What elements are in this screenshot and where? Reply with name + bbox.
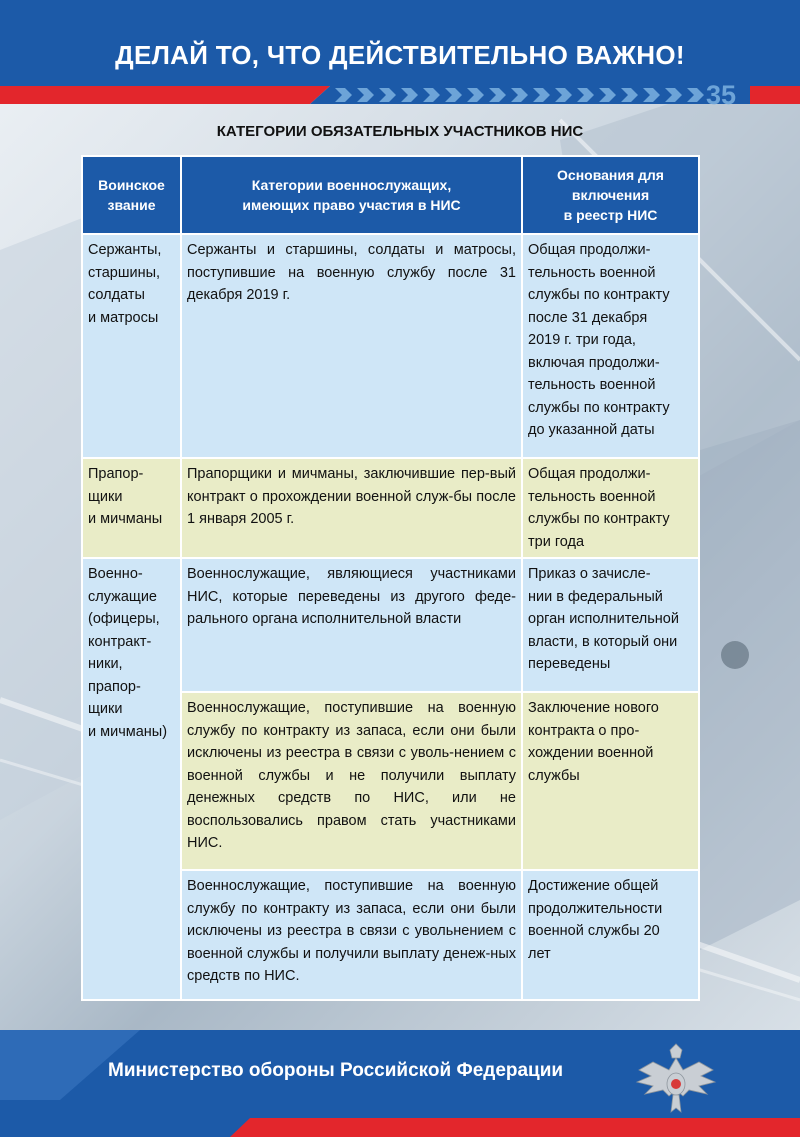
rank-cell: Сержанты, старшины, солдаты и матросы [82,234,181,458]
category-cell: Военнослужащие, поступившие на военную службу по контракту из запаса, если они были исключены из реестра в связи с уволь-нением с военной службы и не получили выплату денежных средств по НИС, или не воспользовались правом стать участниками НИС. [181,692,522,870]
table-row [82,558,699,692]
rank-cell: Прапор- щики и мичманы [82,458,181,558]
category-cell: Военнослужащие, поступившие на военную службу по контракту из запаса, если они были исключены из реестра в связи с увольнением с военной службы и получили выплату денеж-ных средств по НИС. [181,870,522,1000]
header-categories: Категории военнослужащих, имеющих право участия в НИС [181,156,522,234]
table-row [82,458,699,558]
ground-cell: Общая продолжи- тельность военной службы по контракту три года [522,458,699,558]
header-rank: Воинское звание [82,156,181,234]
ground-cell: Заключение нового контракта о про- хождении военной службы [522,692,699,870]
category-cell: Прапорщики и мичманы, заключившие пер-вый контракт о прохождении военной служ-бы после 1 января 2005 г. [181,458,522,558]
table-title: КАТЕГОРИИ ОБЯЗАТЕЛЬНЫХ УЧАСТНИКОВ НИС [216,123,584,140]
ministry-name: Министерство обороны Российской Федерации [108,1060,564,1081]
header-title: ДЕЛАЙ ТО, ЧТО ДЕЙСТВИТЕЛЬНО ВАЖНО! [115,40,685,70]
table-row [82,234,699,458]
eagle-emblem-icon [633,1040,719,1120]
category-cell: Сержанты и старшины, солдаты и матросы, поступившие на военную службу после 31 декабря 2019 г. [181,234,522,458]
page-number: 35 [706,80,737,110]
ground-cell: Общая продолжи- тельность военной службы по контракту после 31 декабря 2019 г. три года, включая продолжи- тельность военной службы по контракту до указанной даты [522,234,699,458]
header-grounds: Основания для включения в реестр НИС [522,156,699,234]
category-cell: Военнослужащие, являющиеся участниками НИС, которые переведены из другого феде-рального органа исполнительной власти [181,558,522,692]
ground-cell: Достижение общей продолжительности военной службы 20 лет [522,870,699,1000]
participants-table [81,155,700,1001]
ground-cell: Приказ о зачисле- нии в федеральный орган исполнительной власти, в который они переведены [522,558,699,692]
rank-cell: Военно- служащие (офицеры, контракт- ники, прапор- щики и мичманы) [82,558,181,1000]
page-header [0,0,800,110]
